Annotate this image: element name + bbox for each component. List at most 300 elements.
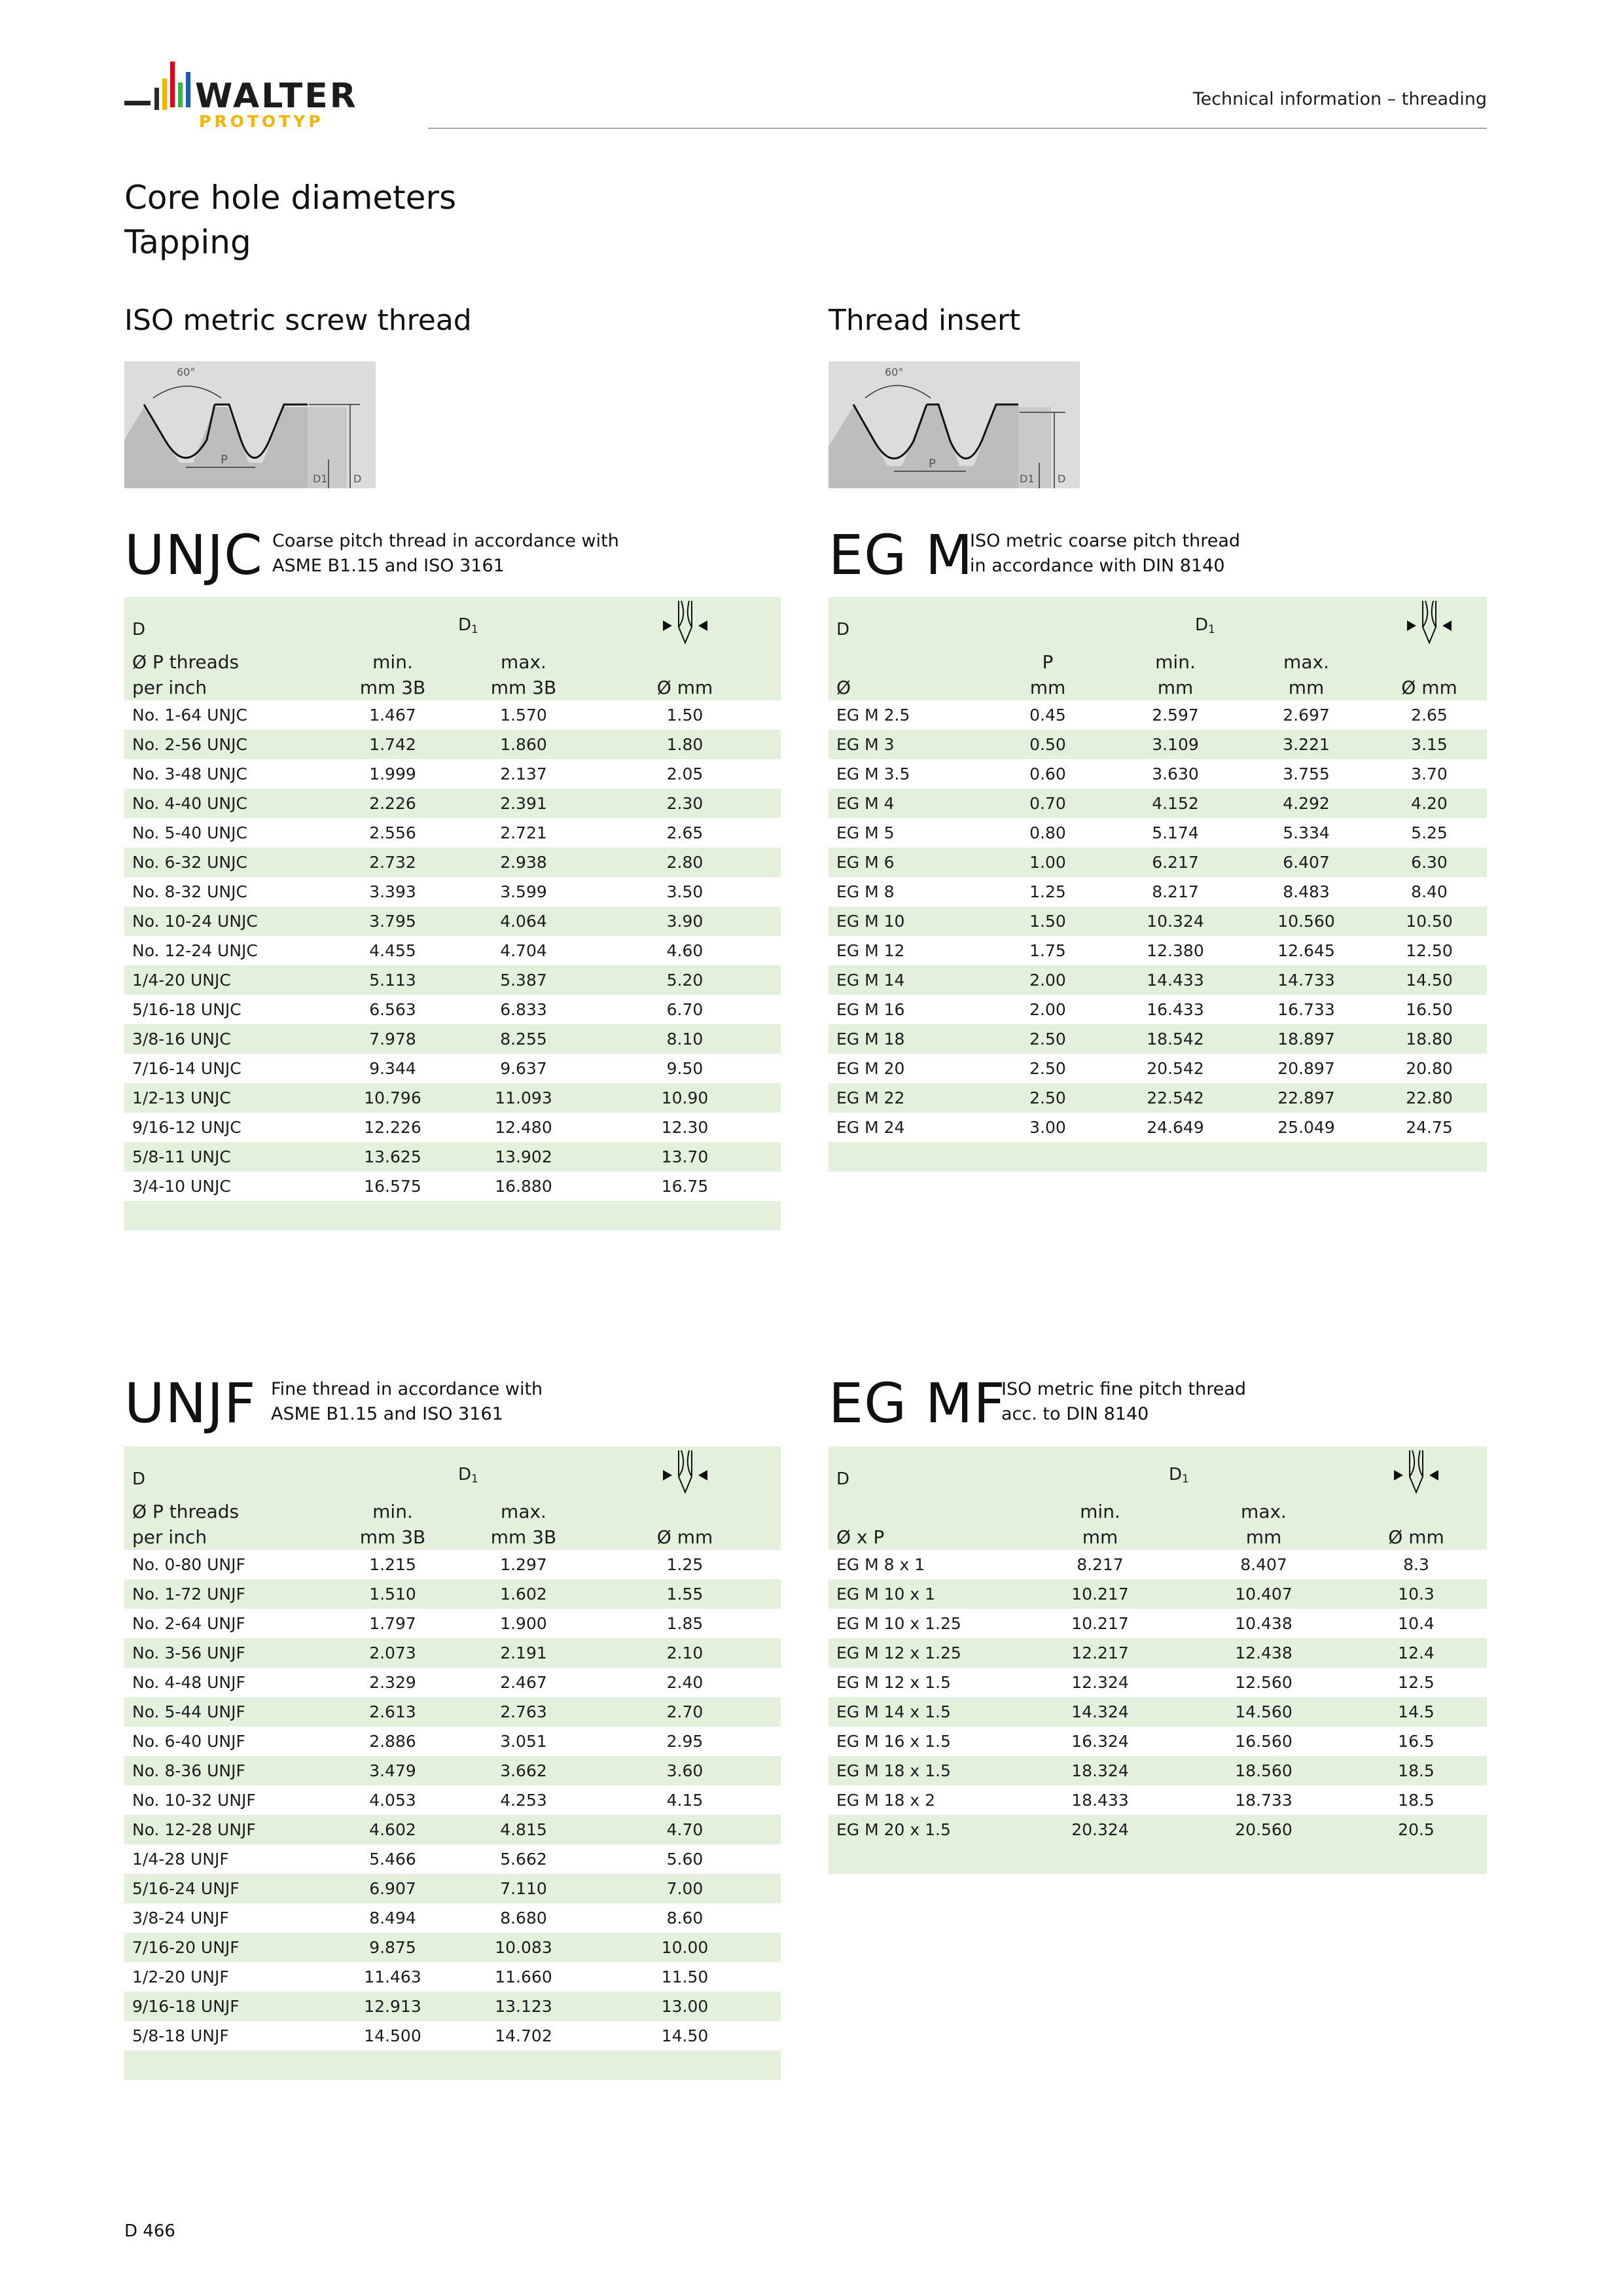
table-cell: EG M 8 x 1 [829, 1550, 1018, 1579]
table-row [124, 1609, 781, 1638]
table-cell: 2.938 [458, 848, 589, 877]
table-cell: 8.483 [1241, 877, 1372, 906]
table-row [829, 1785, 1487, 1815]
table-cell: 1/4-20 UNJC [124, 965, 327, 995]
table-cell: 14.560 [1182, 1697, 1346, 1727]
table-cell: 2.732 [327, 848, 458, 877]
table-cell: 2.613 [327, 1697, 458, 1727]
table-cell: 9.344 [327, 1054, 458, 1083]
table-cell: 4.152 [1110, 789, 1241, 818]
table-cell: 6.70 [589, 995, 781, 1024]
egmf-table [829, 1446, 1487, 1874]
table-cell: 20.80 [1372, 1054, 1487, 1083]
table-cell: 3.109 [1110, 730, 1241, 759]
table-cell: 1.00 [986, 848, 1110, 877]
col-header: Ø mm [1372, 675, 1487, 700]
header-rule [428, 128, 1487, 129]
table-cell: 5.662 [458, 1844, 589, 1874]
table-row [829, 1113, 1487, 1142]
svg-text:P: P [929, 457, 936, 471]
table-cell: 9.875 [327, 1933, 458, 1962]
table-cell: 2.073 [327, 1638, 458, 1668]
table-row [124, 1727, 781, 1756]
table-cell: 2.00 [986, 995, 1110, 1024]
table-cell: 10.796 [327, 1083, 458, 1113]
table-cell: 16.575 [327, 1172, 458, 1201]
table-cell: EG M 12 x 1.5 [829, 1668, 1018, 1697]
table-cell: 9/16-12 UNJC [124, 1113, 327, 1142]
table-cell: 12.560 [1182, 1668, 1346, 1697]
table-cell: 1.999 [327, 759, 458, 789]
table-cell: 4.70 [589, 1815, 781, 1844]
col-d1: D1 [458, 597, 589, 649]
table-cell: No. 4-40 UNJC [124, 789, 327, 818]
col-d1: D1 [1110, 597, 1372, 649]
col-header: Ø mm [1346, 1525, 1487, 1550]
table-cell: 3.70 [1372, 759, 1487, 789]
table-row [829, 1815, 1487, 1844]
table-row [124, 1962, 781, 1992]
table-cell: EG M 3.5 [829, 759, 986, 789]
table-row [124, 906, 781, 936]
table-row [124, 1668, 781, 1697]
egm-desc-line1: ISO metric coarse pitch thread [970, 531, 1241, 551]
table-cell: 8.217 [1110, 877, 1241, 906]
table-row [124, 1903, 781, 1933]
table-cell: 4.704 [458, 936, 589, 965]
table-cell: No. 0-80 UNJF [124, 1550, 327, 1579]
table-cell: No. 5-40 UNJC [124, 818, 327, 848]
unjf-table [124, 1446, 781, 2080]
table-row [124, 1785, 781, 1815]
table-cell: 2.697 [1241, 700, 1372, 730]
table-cell: 1.55 [589, 1579, 781, 1609]
table-cell: 2.597 [1110, 700, 1241, 730]
table-cell: 2.95 [589, 1727, 781, 1756]
table-cell: 5.387 [458, 965, 589, 995]
table-cell: 4.253 [458, 1785, 589, 1815]
table-cell: 14.433 [1110, 965, 1241, 995]
table-cell: 1.297 [458, 1550, 589, 1579]
col-header: mm [986, 675, 1110, 700]
col-header: min. [327, 1499, 458, 1525]
table-cell: 1.80 [589, 730, 781, 759]
svg-text:P: P [221, 453, 228, 467]
table-cell: 11.463 [327, 1962, 458, 1992]
table-cell: 3.00 [986, 1113, 1110, 1142]
table-row [829, 1668, 1487, 1697]
table-cell: 5.60 [589, 1844, 781, 1874]
table-cell: 22.897 [1241, 1083, 1372, 1113]
page-title [124, 175, 456, 264]
table-cell: 0.45 [986, 700, 1110, 730]
table-cell: No. 4-48 UNJF [124, 1668, 327, 1697]
table-cell: 2.00 [986, 965, 1110, 995]
brand-main-text: WALTER [195, 77, 358, 116]
table-cell: 14.702 [458, 2021, 589, 2051]
table-cell: 14.500 [327, 2021, 458, 2051]
table-cell: 6.407 [1241, 848, 1372, 877]
table-cell: 1.85 [589, 1609, 781, 1638]
table-cell: 24.75 [1372, 1113, 1487, 1142]
table-cell: 11.660 [458, 1962, 589, 1992]
table-cell: No. 1-64 UNJC [124, 700, 327, 730]
table-row [124, 1113, 781, 1142]
table-cell: 18.5 [1346, 1785, 1487, 1815]
col-header: mm 3B [327, 1525, 458, 1550]
col-header: max. [1241, 649, 1372, 675]
table-cell: 12.645 [1241, 936, 1372, 965]
table-cell: 14.324 [1018, 1697, 1182, 1727]
col-header: mm [1241, 675, 1372, 700]
egmf-code: EG MF [829, 1371, 1006, 1435]
table-cell: 13.70 [589, 1142, 781, 1172]
table-cell: EG M 2.5 [829, 700, 986, 730]
table-cell: 3.599 [458, 877, 589, 906]
unjf-desc-line2: ASME B1.15 and ISO 3161 [271, 1404, 503, 1424]
table-row [829, 1054, 1487, 1083]
table-cell: 5.113 [327, 965, 458, 995]
table-cell: 2.70 [589, 1697, 781, 1727]
table-cell: EG M 12 [829, 936, 986, 965]
table-cell: 7/16-14 UNJC [124, 1054, 327, 1083]
table-cell: 16.50 [1372, 995, 1487, 1024]
table-cell: 2.763 [458, 1697, 589, 1727]
table-cell: 2.50 [986, 1083, 1110, 1113]
tap-drill-symbol [1346, 1446, 1487, 1499]
table-cell: EG M 18 x 1.5 [829, 1756, 1018, 1785]
table-cell: 7.978 [327, 1024, 458, 1054]
table-cell: 14.50 [589, 2021, 781, 2051]
heading-iso-metric: ISO metric screw thread [124, 304, 472, 337]
table-cell: EG M 5 [829, 818, 986, 848]
table-cell: 7/16-20 UNJF [124, 1933, 327, 1962]
table-cell: 2.721 [458, 818, 589, 848]
table-cell: 20.5 [1346, 1815, 1487, 1844]
table-cell: EG M 16 x 1.5 [829, 1727, 1018, 1756]
tap-drill-icon [652, 1446, 718, 1499]
table-footer-band [124, 1201, 781, 1230]
table-row [829, 1727, 1487, 1756]
table-cell: 4.815 [458, 1815, 589, 1844]
table-cell: 13.123 [458, 1992, 589, 2021]
brand-sub-text: PROTOTYP [199, 112, 324, 131]
table-cell: 12.380 [1110, 936, 1241, 965]
table-cell: 1.570 [458, 700, 589, 730]
table-cell: 4.60 [589, 936, 781, 965]
table-cell: EG M 3 [829, 730, 986, 759]
table-cell: 3.755 [1241, 759, 1372, 789]
unjc-desc-line2: ASME B1.15 and ISO 3161 [272, 556, 505, 576]
col-header: P [986, 649, 1110, 675]
table-cell: No. 3-48 UNJC [124, 759, 327, 789]
table-cell: 3.795 [327, 906, 458, 936]
col-d: D [829, 1446, 1018, 1499]
table-row [124, 1992, 781, 2021]
table-row [829, 759, 1487, 789]
col-header: Ø mm [589, 1525, 781, 1550]
table-cell: 10.3 [1346, 1579, 1487, 1609]
table-cell: 9/16-18 UNJF [124, 1992, 327, 2021]
table-cell: EG M 8 [829, 877, 986, 906]
table-cell: 8.10 [589, 1024, 781, 1054]
table-row [829, 818, 1487, 848]
table-cell: 10.407 [1182, 1579, 1346, 1609]
table-cell: 2.65 [1372, 700, 1487, 730]
table-cell: No. 2-64 UNJF [124, 1609, 327, 1638]
table-cell: EG M 20 [829, 1054, 986, 1083]
table-cell: EG M 24 [829, 1113, 986, 1142]
col-header: min. [1018, 1499, 1182, 1525]
table-row [124, 1697, 781, 1727]
table-cell: 6.907 [327, 1874, 458, 1903]
page-title-line1: Core hole diameters [124, 179, 457, 217]
table-cell: 12.324 [1018, 1668, 1182, 1697]
table-cell: 10.083 [458, 1933, 589, 1962]
col-header: mm [1018, 1525, 1182, 1550]
egm-table [829, 597, 1487, 1172]
table-footer-band [829, 1844, 1487, 1874]
egm-description [970, 529, 1240, 579]
table-cell: 2.137 [458, 759, 589, 789]
table-cell: 7.00 [589, 1874, 781, 1903]
tap-drill-icon [1397, 597, 1462, 649]
table-cell: 10.217 [1018, 1579, 1182, 1609]
table-cell: 3.50 [589, 877, 781, 906]
table-cell: EG M 18 [829, 1024, 986, 1054]
table-cell: 18.560 [1182, 1756, 1346, 1785]
iso-thread-profile-diagram [124, 361, 376, 488]
table-cell: 3.630 [1110, 759, 1241, 789]
unjc-table [124, 597, 781, 1230]
table-row [124, 730, 781, 759]
table-row [124, 1874, 781, 1903]
table-cell: 18.324 [1018, 1756, 1182, 1785]
table-row [124, 1172, 781, 1201]
table-cell: 16.880 [458, 1172, 589, 1201]
table-row [829, 848, 1487, 877]
table-cell: 10.90 [589, 1083, 781, 1113]
table-cell: 16.75 [589, 1172, 781, 1201]
col-header: mm 3B [327, 675, 458, 700]
table-cell: No. 6-40 UNJF [124, 1727, 327, 1756]
table-cell: EG M 22 [829, 1083, 986, 1113]
table-row [124, 1756, 781, 1785]
brand-logo-icon [124, 59, 399, 131]
table-cell: 8.680 [458, 1903, 589, 1933]
col-header: Ø mm [589, 675, 781, 700]
table-cell: 16.560 [1182, 1727, 1346, 1756]
table-cell: EG M 10 x 1.25 [829, 1609, 1018, 1638]
table-cell: 4.15 [589, 1785, 781, 1815]
table-cell: No. 1-72 UNJF [124, 1579, 327, 1609]
table-row [124, 818, 781, 848]
table-cell: 12.226 [327, 1113, 458, 1142]
table-row [829, 1638, 1487, 1668]
table-cell: 5.174 [1110, 818, 1241, 848]
table-cell: 2.40 [589, 1668, 781, 1697]
table-row [829, 1697, 1487, 1727]
col-header: min. [327, 649, 458, 675]
table-cell: 1.25 [589, 1550, 781, 1579]
table-cell: 2.10 [589, 1638, 781, 1668]
table-cell: 10.217 [1018, 1609, 1182, 1638]
table-cell: 3/4-10 UNJC [124, 1172, 327, 1201]
table-row [124, 1083, 781, 1113]
egmf-desc-line1: ISO metric fine pitch thread [1001, 1379, 1247, 1399]
table-cell: 2.391 [458, 789, 589, 818]
table-cell: 18.433 [1018, 1785, 1182, 1815]
table-cell: 20.324 [1018, 1815, 1182, 1844]
table-cell: 16.733 [1241, 995, 1372, 1024]
table-row [124, 877, 781, 906]
table-cell: 10.438 [1182, 1609, 1346, 1638]
table-cell: 1.75 [986, 936, 1110, 965]
thread-insert-profile-diagram [829, 361, 1080, 488]
egmf-description [1001, 1377, 1246, 1427]
table-cell: 1.510 [327, 1579, 458, 1609]
table-cell: 18.80 [1372, 1024, 1487, 1054]
table-row [124, 1815, 781, 1844]
col-header: Ø [829, 675, 986, 700]
table-cell: 5/8-18 UNJF [124, 2021, 327, 2051]
col-header: min. [1110, 649, 1241, 675]
table-cell: 12.913 [327, 1992, 458, 2021]
table-cell: 13.902 [458, 1142, 589, 1172]
table-cell: 8.40 [1372, 877, 1487, 906]
table-cell: 12.480 [458, 1113, 589, 1142]
table-cell: 5.20 [589, 965, 781, 995]
table-cell: 3.90 [589, 906, 781, 936]
table-cell: No. 6-32 UNJC [124, 848, 327, 877]
table-cell: 18.897 [1241, 1024, 1372, 1054]
table-cell: No. 10-24 UNJC [124, 906, 327, 936]
table-cell: 12.438 [1182, 1638, 1346, 1668]
table-cell: 25.049 [1241, 1113, 1372, 1142]
table-cell: 10.50 [1372, 906, 1487, 936]
table-cell: 4.455 [327, 936, 458, 965]
svg-text:D1: D1 [1020, 473, 1035, 485]
table-cell: 12.50 [1372, 936, 1487, 965]
unjc-code: UNJC [124, 523, 263, 587]
table-cell: 3.221 [1241, 730, 1372, 759]
table-cell: 2.467 [458, 1668, 589, 1697]
table-cell: 11.093 [458, 1083, 589, 1113]
table-cell: 2.05 [589, 759, 781, 789]
col-d: D [124, 1446, 327, 1499]
table-cell: EG M 16 [829, 995, 986, 1024]
svg-text:D: D [353, 473, 362, 485]
table-footer-band [829, 1142, 1487, 1172]
table-cell: 0.60 [986, 759, 1110, 789]
col-header: max. [1182, 1499, 1346, 1525]
col-header: Ø P threads [124, 1499, 327, 1525]
page-number: D 466 [124, 2221, 175, 2241]
table-cell: 12.217 [1018, 1638, 1182, 1668]
tap-drill-symbol [589, 1446, 781, 1499]
col-header: max. [458, 1499, 589, 1525]
table-cell: EG M 14 x 1.5 [829, 1697, 1018, 1727]
table-cell: 1.215 [327, 1550, 458, 1579]
table-cell: 4.064 [458, 906, 589, 936]
table-cell: 1/4-28 UNJF [124, 1844, 327, 1874]
table-cell: 22.80 [1372, 1083, 1487, 1113]
table-cell: 10.00 [589, 1933, 781, 1962]
col-d1: D1 [1018, 1446, 1346, 1499]
table-cell: 3.60 [589, 1756, 781, 1785]
header-section-title: Technical information – threading [1192, 89, 1487, 109]
table-cell: 13.00 [589, 1992, 781, 2021]
table-row [124, 2021, 781, 2051]
table-cell: 2.50 [986, 1024, 1110, 1054]
heading-thread-insert: Thread insert [829, 304, 1021, 337]
table-cell: 3.662 [458, 1756, 589, 1785]
table-cell: 0.50 [986, 730, 1110, 759]
table-cell: 5/16-24 UNJF [124, 1874, 327, 1903]
table-cell: 3.393 [327, 877, 458, 906]
svg-text:D1: D1 [313, 473, 328, 485]
col-header: Ø P threads [124, 649, 327, 675]
table-cell: EG M 4 [829, 789, 986, 818]
tap-drill-icon [1383, 1446, 1449, 1499]
table-row [829, 906, 1487, 936]
table-cell: 3.051 [458, 1727, 589, 1756]
table-cell: EG M 10 [829, 906, 986, 936]
table-cell: 1.467 [327, 700, 458, 730]
table-cell: 1/2-13 UNJC [124, 1083, 327, 1113]
table-cell: No. 5-44 UNJF [124, 1697, 327, 1727]
table-cell: EG M 20 x 1.5 [829, 1815, 1018, 1844]
table-cell: 14.5 [1346, 1697, 1487, 1727]
table-row [829, 700, 1487, 730]
unjf-description [271, 1377, 543, 1427]
table-cell: 1.50 [986, 906, 1110, 936]
table-row [124, 759, 781, 789]
col-d1: D1 [458, 1446, 589, 1499]
table-row [124, 1054, 781, 1083]
table-cell: 9.50 [589, 1054, 781, 1083]
unjf-code: UNJF [124, 1371, 257, 1435]
table-cell: 2.329 [327, 1668, 458, 1697]
table-cell: 20.897 [1241, 1054, 1372, 1083]
table-cell: 12.5 [1346, 1668, 1487, 1697]
table-cell: 10.324 [1110, 906, 1241, 936]
table-cell: 1.25 [986, 877, 1110, 906]
table-cell: 2.886 [327, 1727, 458, 1756]
table-cell: 2.65 [589, 818, 781, 848]
table-cell: 10.560 [1241, 906, 1372, 936]
table-cell: 18.542 [1110, 1024, 1241, 1054]
table-cell: 8.494 [327, 1903, 458, 1933]
table-row [124, 789, 781, 818]
table-row [829, 1024, 1487, 1054]
table-cell: 2.80 [589, 848, 781, 877]
table-cell: No. 8-32 UNJC [124, 877, 327, 906]
tap-drill-icon [652, 597, 718, 649]
table-cell: 1.797 [327, 1609, 458, 1638]
table-cell: 18.733 [1182, 1785, 1346, 1815]
svg-text:D: D [1058, 473, 1066, 485]
table-cell: 8.3 [1346, 1550, 1487, 1579]
table-cell: 5.466 [327, 1844, 458, 1874]
table-cell: 20.542 [1110, 1054, 1241, 1083]
table-cell: 14.733 [1241, 965, 1372, 995]
table-cell: 8.217 [1018, 1550, 1182, 1579]
table-cell: 13.625 [327, 1142, 458, 1172]
table-cell: 3/8-24 UNJF [124, 1903, 327, 1933]
table-cell: 2.226 [327, 789, 458, 818]
table-cell: 5.25 [1372, 818, 1487, 848]
